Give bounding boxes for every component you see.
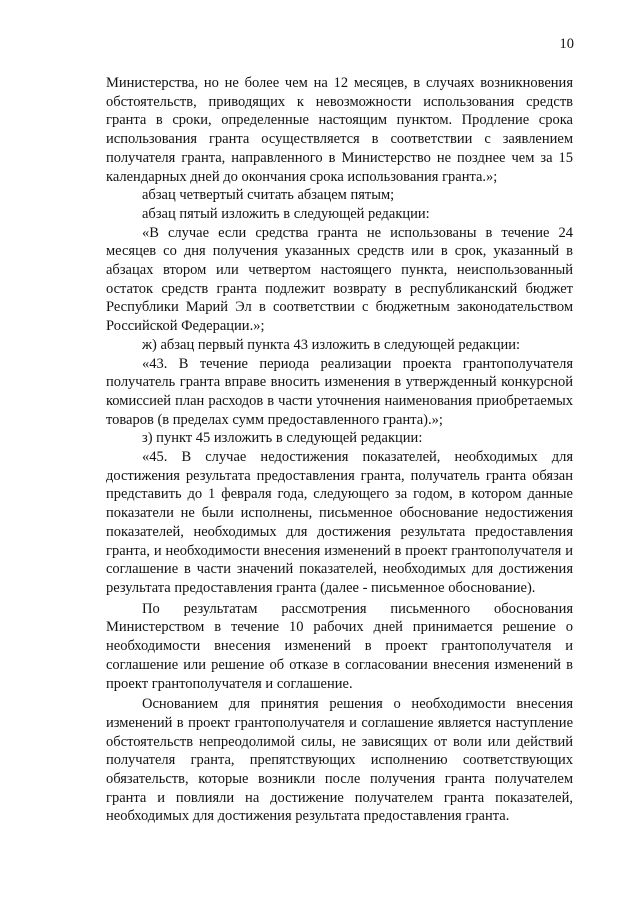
paragraph-unused-funds-return: «В случае если средства гранта не использованы в течение 24 месяцев со дня получения указанных средств или в срок, указанный в абзацах втором или четвертом настоящего пункта, неиспользованный остаток средств гранта подлежит возврату в республиканский бюджет Республики Марий Эл в соответствии с бюджетным законодательством Российской Федерации.»; [106,224,573,335]
paragraph-review-results: По результатам рассмотрения письменного обоснования Министерством в течение 10 рабочих дней принимается решение о необходимости внесения изменений в проект грантополучателя и соглашение или решение об отказе в согласовании внесения изменений в проект грантополучателя и соглашение. [106,600,573,692]
paragraph-fourth-to-fifth: абзац четвертый считать абзацем пятым; [142,187,395,204]
paragraph-item-z: з) пункт 45 изложить в следующей редакции: [142,430,423,447]
paragraph-grant-extension: Министерства, но не более чем на 12 месяцев, в случаях возникновения обстоятельств, приводящих к невозможности использования средств гранта в сроки, определенные настоящим пунктом. Продление срока использования гранта осуществляется в соответствии с заявлением получателя гранта, направленного в Министерство не позднее чем за 15 календарных дней до окончания срока использования гранта.»; [106,75,573,185]
document-body [106,74,573,826]
page-number: 10 [559,36,574,52]
paragraph-point-45: «45. В случае недостижения показателей, необходимых для достижения результата предоставления гранта, получатель гранта обязан представить до 1 февраля года, следующего за годом, в котором данные показатели не были исполнены, письменное обоснование недостижения показателей, необходимых для достижения результата предоставления гранта, и необходимости внесения изменений в проект грантополучателя и соглашение в части значений показателей, необходимых для достижения результата предоставления гранта (далее - письменное обоснование). [106,449,573,596]
paragraph-item-zh: ж) абзац первый пункта 43 изложить в следующей редакции: [142,336,521,353]
paragraph-grounds-for-decision: Основанием для принятия решения о необходимости внесения изменений в проект грантополучателя и соглашение является наступление обстоятельств непреодолимой силы, не зависящих от воли или действий получателя гранта, препятствующих исполнению соответствующих обязательств, которые возникли после получения гранта получателем гранта и повлияли на достижение получателем гранта показателей, необходимых для достижения результата предоставления гранта. [106,696,573,825]
paragraph-point-43: «43. В течение периода реализации проекта грантополучателя получатель гранта вправе вносить изменения в утвержденный конкурсной комиссией план расходов в части уточнения наименования приобретаемых товаров (в пределах сумм предоставленного гранта).»; [106,355,573,428]
paragraph-fifth-new-edition: абзац пятый изложить в следующей редакции: [142,205,430,222]
